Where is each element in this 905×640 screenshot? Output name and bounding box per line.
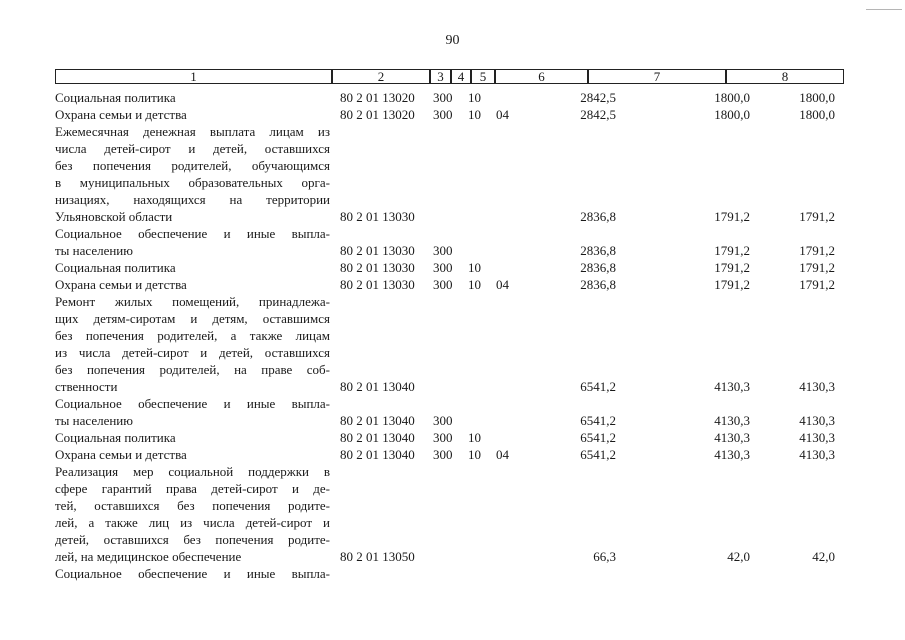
row-expense-type: 300 <box>433 260 453 275</box>
header-col-8: 8 <box>726 69 844 84</box>
table-row <box>55 514 845 531</box>
row-name: Ежемесячная денежная выплата лицам из <box>55 124 330 139</box>
row-name: Социальное обеспечение и иные выпла- <box>55 226 330 241</box>
row-name: Социальное обеспечение и иные выпла- <box>55 566 330 581</box>
row-amount-col8: 4130,3 <box>799 447 835 462</box>
row-code: 80 2 01 13040 <box>340 430 415 445</box>
row-name: сфере гарантий права детей-сирот и де- <box>55 481 330 496</box>
row-expense-type: 300 <box>433 90 453 105</box>
row-amount-col7: 1800,0 <box>714 90 750 105</box>
row-amount-col8: 1791,2 <box>799 243 835 258</box>
table-row <box>55 497 845 514</box>
row-amount-col8: 4130,3 <box>799 413 835 428</box>
table-row <box>55 412 845 429</box>
row-name: без попечения родителей, обучающимся <box>55 158 330 173</box>
row-code: 80 2 01 13030 <box>340 243 415 258</box>
table-row <box>55 276 845 293</box>
table-row <box>55 140 845 157</box>
table-row <box>55 548 845 565</box>
table-header <box>55 69 844 86</box>
table-row <box>55 293 845 310</box>
table-row <box>55 446 845 463</box>
header-col-6: 6 <box>495 69 588 84</box>
page-number: 90 <box>445 33 460 48</box>
header-col-7: 7 <box>588 69 726 84</box>
row-amount-col7: 1800,0 <box>714 107 750 122</box>
table-row <box>55 361 845 378</box>
table-row <box>55 429 845 446</box>
table-row <box>55 259 845 276</box>
row-amount-col8: 42,0 <box>812 549 835 564</box>
row-amount-col8: 4130,3 <box>799 379 835 394</box>
row-section: 10 <box>468 107 481 122</box>
table-row <box>55 89 845 106</box>
row-name: без попечения родителей, на праве соб- <box>55 362 330 377</box>
table-row <box>55 463 845 480</box>
table-row <box>55 378 845 395</box>
row-code: 80 2 01 13020 <box>340 107 415 122</box>
row-name: ты населению <box>55 243 133 258</box>
header-col-5: 5 <box>471 69 495 84</box>
table-row <box>55 208 845 225</box>
row-section: 10 <box>468 447 481 462</box>
row-amount-col7: 42,0 <box>727 549 750 564</box>
row-name: низациях, находящихся на территории <box>55 192 330 207</box>
table-row <box>55 157 845 174</box>
row-amount-col7: 1791,2 <box>714 243 750 258</box>
table-row <box>55 310 845 327</box>
table-row <box>55 191 845 208</box>
row-name: Социальная политика <box>55 90 176 105</box>
row-name: тей, оставшихся без попечения родите- <box>55 498 330 513</box>
table-row <box>55 174 845 191</box>
row-name: Охрана семьи и детства <box>55 107 187 122</box>
row-code: 80 2 01 13020 <box>340 90 415 105</box>
row-amount-col8: 1800,0 <box>799 107 835 122</box>
row-name: ственности <box>55 379 118 394</box>
row-name: Ульяновской области <box>55 209 173 224</box>
row-amount-col6: 2836,8 <box>580 260 616 275</box>
row-name: в муниципальных образовательных орга- <box>55 175 330 190</box>
row-section: 10 <box>468 260 481 275</box>
table-row <box>55 565 845 582</box>
row-name: числа детей-сирот и детей, оставшихся <box>55 141 330 156</box>
table-row <box>55 327 845 344</box>
table-row <box>55 123 845 140</box>
row-name: лей, на медицинское обеспечение <box>55 549 242 564</box>
row-code: 80 2 01 13040 <box>340 413 415 428</box>
row-amount-col7: 1791,2 <box>714 260 750 275</box>
row-amount-col8: 1791,2 <box>799 260 835 275</box>
row-name: лей, а также лиц из числа детей-сирот и <box>55 515 330 530</box>
header-col-3: 3 <box>430 69 451 84</box>
row-subsection: 04 <box>496 107 509 122</box>
row-expense-type: 300 <box>433 430 453 445</box>
row-expense-type: 300 <box>433 243 453 258</box>
row-amount-col8: 1791,2 <box>799 209 835 224</box>
row-amount-col6: 2836,8 <box>580 243 616 258</box>
row-amount-col7: 4130,3 <box>714 447 750 462</box>
row-code: 80 2 01 13040 <box>340 447 415 462</box>
header-col-2: 2 <box>332 69 430 84</box>
row-expense-type: 300 <box>433 277 453 292</box>
row-section: 10 <box>468 277 481 292</box>
row-subsection: 04 <box>496 277 509 292</box>
table-row <box>55 242 845 259</box>
row-name: Социальное обеспечение и иные выпла- <box>55 396 330 411</box>
row-amount-col6: 2842,5 <box>580 90 616 105</box>
row-code: 80 2 01 13030 <box>340 260 415 275</box>
row-amount-col6: 2836,8 <box>580 209 616 224</box>
table-body <box>55 89 845 582</box>
row-name: из числа детей-сирот и детей, оставшихся <box>55 345 330 360</box>
row-name: Ремонт жилых помещений, принадлежа- <box>55 294 330 309</box>
table-row <box>55 531 845 548</box>
row-amount-col7: 4130,3 <box>714 413 750 428</box>
row-amount-col6: 2836,8 <box>580 277 616 292</box>
header-col-1: 1 <box>55 69 332 84</box>
row-code: 80 2 01 13030 <box>340 277 415 292</box>
row-amount-col8: 1800,0 <box>799 90 835 105</box>
row-amount-col6: 6541,2 <box>580 413 616 428</box>
row-expense-type: 300 <box>433 413 453 428</box>
row-code: 80 2 01 13050 <box>340 549 415 564</box>
table-row <box>55 480 845 497</box>
row-name: Охрана семьи и детства <box>55 447 187 462</box>
table-row <box>55 344 845 361</box>
row-amount-col7: 4130,3 <box>714 379 750 394</box>
scan-corner-mark <box>866 9 902 10</box>
row-amount-col6: 2842,5 <box>580 107 616 122</box>
row-code: 80 2 01 13040 <box>340 379 415 394</box>
row-amount-col6: 6541,2 <box>580 447 616 462</box>
row-amount-col7: 1791,2 <box>714 277 750 292</box>
row-amount-col7: 4130,3 <box>714 430 750 445</box>
row-name: щих детям-сиротам и детям, оставшимся <box>55 311 330 326</box>
table-row <box>55 395 845 412</box>
row-name: Социальная политика <box>55 260 176 275</box>
table-row <box>55 106 845 123</box>
row-amount-col7: 1791,2 <box>714 209 750 224</box>
row-name: Охрана семьи и детства <box>55 277 187 292</box>
row-expense-type: 300 <box>433 107 453 122</box>
row-name: ты населению <box>55 413 133 428</box>
row-expense-type: 300 <box>433 447 453 462</box>
row-amount-col8: 1791,2 <box>799 277 835 292</box>
row-subsection: 04 <box>496 447 509 462</box>
row-amount-col6: 6541,2 <box>580 379 616 394</box>
row-section: 10 <box>468 90 481 105</box>
row-code: 80 2 01 13030 <box>340 209 415 224</box>
row-name: Реализация мер социальной поддержки в <box>55 464 330 479</box>
row-amount-col6: 66,3 <box>593 549 616 564</box>
row-name: Социальная политика <box>55 430 176 445</box>
table-row <box>55 225 845 242</box>
row-amount-col6: 6541,2 <box>580 430 616 445</box>
row-name: детей, оставшихся без попечения родите- <box>55 532 330 547</box>
row-amount-col8: 4130,3 <box>799 430 835 445</box>
header-col-4: 4 <box>451 69 471 84</box>
row-name: без попечения родителей, а также лицам <box>55 328 330 343</box>
row-section: 10 <box>468 430 481 445</box>
